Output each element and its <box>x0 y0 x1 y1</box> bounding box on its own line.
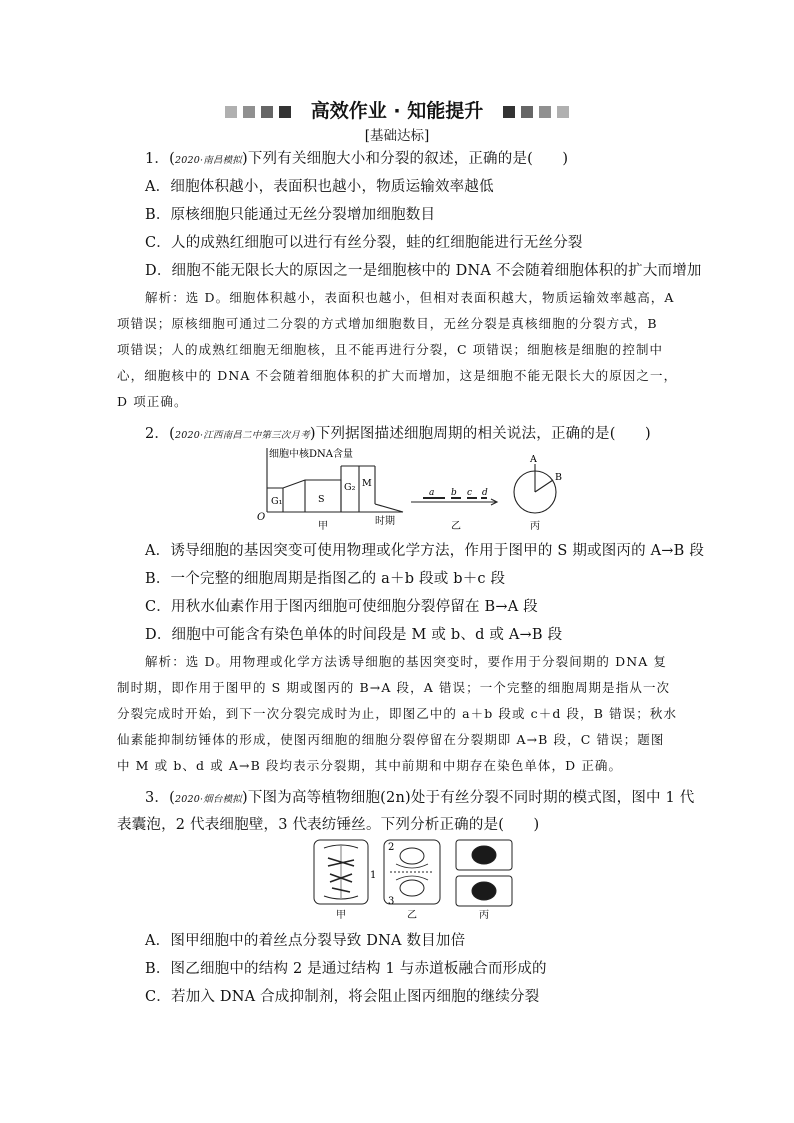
cell-bing-bottom-nucleus <box>472 882 496 900</box>
q1-stem: 1．(2020·南昌模拟)下列有关细胞大小和分裂的叙述，正确的是( ) <box>145 151 569 167</box>
q2-analysis-line: 解析：选 D。用物理或化学方法诱导细胞的基因突变时，要作用于分裂间期的 DNA 复 <box>145 654 668 669</box>
q3-figure <box>310 838 520 924</box>
q2-source: 江西南昌二中第三次月考 <box>203 430 310 441</box>
q1-source: 南昌模拟 <box>203 155 242 166</box>
q3-option-c: C．若加入 DNA 合成抑制剂，将会阻止图丙细胞的继续分裂 <box>145 989 540 1005</box>
yi-label-d: d <box>482 488 488 498</box>
q2-stem: 2．(2020·江西南昌二中第三次月考)下列据图描述细胞周期的相关说法，正确的是( ) <box>145 426 651 442</box>
q1-option-b: B．原核细胞只能通过无丝分裂增加细胞数目 <box>145 207 436 223</box>
q2-option-c: C．用秋水仙素作用于图丙细胞可使细胞分裂停留在 B→A 段 <box>145 599 538 615</box>
q1-option-c: C．人的成熟红细胞可以进行有丝分裂，蛙的红细胞能进行无丝分裂 <box>145 235 583 251</box>
label-3: 3 <box>388 896 395 907</box>
title-decoration-left <box>222 101 294 123</box>
figure-cell-bing <box>456 840 512 906</box>
caption-yi: 乙 <box>451 521 461 532</box>
q1-analysis-line: 解析：选 D。细胞体积越小，表面积也越小，但相对表面积越大，物质运输效率越高，A <box>145 290 675 305</box>
caption-bing: 丙 <box>479 910 489 921</box>
q2-analysis-line: 分裂完成时开始，到下一次分裂完成时为止，即图乙中的 a＋b 段或 c＋d 段，B 错误；秋水 <box>117 706 678 721</box>
cell-bing-top-nucleus <box>472 846 496 864</box>
q2-analysis-line: 仙素能抑制纺锤体的形成，使图丙细胞的细胞分裂停留在分裂期即 A→B 段，C 错误；题图 <box>117 732 665 747</box>
figure-bing <box>514 464 556 513</box>
bing-label-b: B <box>555 472 562 483</box>
figure-yi <box>411 498 497 505</box>
bing-radius-b <box>535 480 553 492</box>
jia-origin: O <box>257 512 266 523</box>
q1-option-a: A．细胞体积越小，表面积也越小，物质运输效率越低 <box>145 179 494 195</box>
q3-source: 烟台模拟 <box>203 794 242 805</box>
q1-analysis-line: 项错误；原核细胞可通过二分裂的方式增加细胞数目，无丝分裂是真核细胞的分裂方式，B <box>117 316 658 331</box>
q1-analysis-line: 心，细胞核中的 DNA 不会随着细胞体积的扩大而增加，这是细胞不能无限长大的原因之一， <box>117 368 678 383</box>
q3-option-a: A．图甲细胞中的着丝点分裂导致 DNA 数目加倍 <box>145 933 466 949</box>
caption-jia: 甲 <box>318 521 328 532</box>
jia-xlabel: 时期 <box>375 516 395 527</box>
title-decoration-right <box>500 101 572 123</box>
q3-stem-line2: 表囊泡，2 代表细胞壁，3 代表纺锤丝。下列分析正确的是( ) <box>117 817 540 833</box>
caption-bing: 丙 <box>530 521 540 532</box>
yi-label-a: a <box>429 488 435 498</box>
q3-option-b: B．图乙细胞中的结构 2 是通过结构 1 与赤道板融合而形成的 <box>145 961 547 977</box>
q2-figure <box>255 444 575 536</box>
jia-phase-m: M <box>362 478 372 489</box>
caption-jia: 甲 <box>336 910 346 921</box>
q1-analysis-line: 项错误；人的成熟红细胞无细胞核，且不能再进行分裂，C 项错误；细胞核是细胞的控制中 <box>117 342 664 357</box>
jia-phase-g1: G₁ <box>271 496 283 507</box>
section-heading: [基础达标] <box>364 128 430 144</box>
q2-option-d: D．细胞中可能含有染色单体的时间段是 M 或 b、d 或 A→B 段 <box>145 627 563 643</box>
q1-analysis-line: D 项正确。 <box>117 394 188 409</box>
yi-label-b: b <box>451 488 457 498</box>
q2-option-a: A．诱导细胞的基因突变可使用物理或化学方法，作用于图甲的 S 期或图丙的 A→B 段 <box>145 543 705 559</box>
q2-analysis-line: 中 M 或 b、d 或 A→B 段均表示分裂期，其中前期和中期存在染色单体，D 正确。 <box>117 758 623 773</box>
cell-yi-nucleus-bottom <box>400 880 424 896</box>
jia-phase-s: S <box>318 494 325 505</box>
label-1: 1 <box>370 870 377 881</box>
q2-option-b: B．一个完整的细胞周期是指图乙的 a＋b 段或 b＋c 段 <box>145 571 506 587</box>
title-text: 高效作业 · 知能提升 <box>310 100 484 122</box>
bing-label-a: A <box>530 454 537 465</box>
q3-stem: 3．(2020·烟台模拟)下图为高等植物细胞(2n)处于有丝分裂不同时期的模式图，图中 1 代 <box>145 790 695 806</box>
q1-option-d: D．细胞不能无限长大的原因之一是细胞核中的 DNA 不会随着细胞体积的扩大而增加 <box>145 263 702 279</box>
page-title <box>0 96 794 123</box>
caption-yi: 乙 <box>407 910 417 921</box>
figure-cell-jia <box>314 840 368 904</box>
jia-ylabel: 细胞中核DNA含量 <box>269 449 353 460</box>
label-2: 2 <box>388 842 395 853</box>
yi-label-c: c <box>467 488 473 498</box>
cell-yi-nucleus-top <box>400 848 424 864</box>
jia-phase-g2: G₂ <box>344 482 356 493</box>
q2-analysis-line: 制时期，即作用于图甲的 S 期或图丙的 B→A 段，A 错误；一个完整的细胞周期是指从一次 <box>117 680 671 695</box>
